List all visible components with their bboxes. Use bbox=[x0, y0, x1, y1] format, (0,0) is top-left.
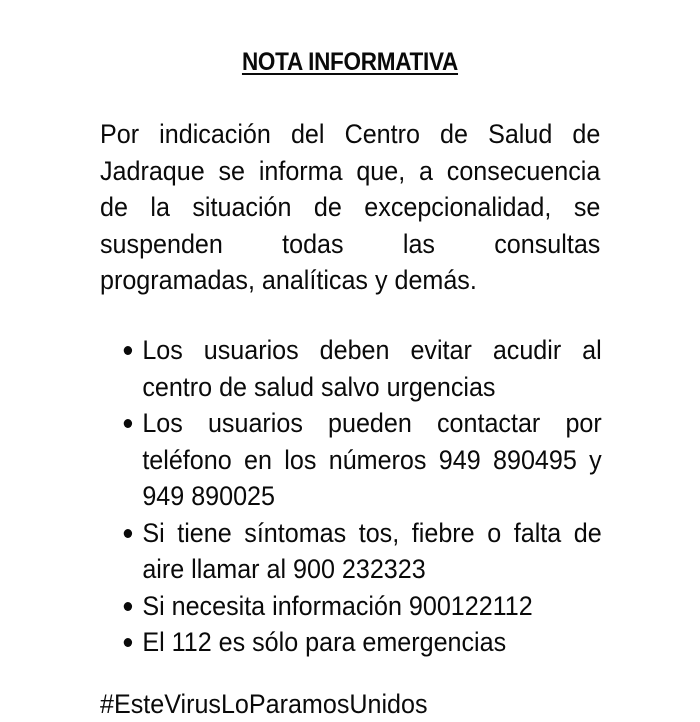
intro-line: de la situación de excepcionalidad, se bbox=[100, 192, 601, 222]
intro-line: suspenden todas las consultas bbox=[100, 228, 601, 259]
list-item-line: aire llamar al 900 232323 bbox=[142, 554, 426, 584]
list-item bbox=[120, 624, 602, 661]
list-item bbox=[120, 405, 602, 515]
list-item-line: Si necesita información 900122112 bbox=[142, 590, 533, 621]
intro-line: Jadraque se informa que, a consecuencia bbox=[100, 155, 601, 186]
list-item bbox=[120, 332, 602, 405]
intro-line: programadas, analíticas y demás. bbox=[100, 265, 477, 295]
list-item bbox=[120, 515, 602, 588]
list-item-line: teléfono en los números 949 890495 y bbox=[142, 444, 602, 475]
bullet-icon bbox=[124, 638, 132, 647]
bullet-icon bbox=[124, 419, 132, 428]
document-title bbox=[35, 48, 665, 77]
list-item-line: Si tiene síntomas tos, fiebre o falta de bbox=[142, 517, 602, 548]
intro-line: Por indicación del Centro de Salud de bbox=[100, 119, 601, 149]
list-item bbox=[120, 588, 602, 625]
bullet-list bbox=[120, 332, 602, 661]
title-text: NOTA INFORMATIVA bbox=[241, 48, 459, 76]
list-item-line: Los usuarios pueden contactar por bbox=[142, 408, 602, 438]
bullet-icon bbox=[124, 346, 132, 355]
bullet-icon bbox=[124, 529, 132, 538]
list-item-line: centro de salud salvo urgencias bbox=[142, 371, 496, 402]
intro-paragraph bbox=[100, 116, 600, 299]
footer-hashtag: #EsteVirusLoParamosUnidos bbox=[100, 689, 428, 719]
bullet-icon bbox=[124, 602, 132, 611]
list-item-line: Los usuarios deben evitar acudir al bbox=[142, 335, 602, 365]
list-item-line: 949 890025 bbox=[142, 481, 275, 511]
list-item-line: El 112 es sólo para emergencias bbox=[142, 627, 507, 657]
